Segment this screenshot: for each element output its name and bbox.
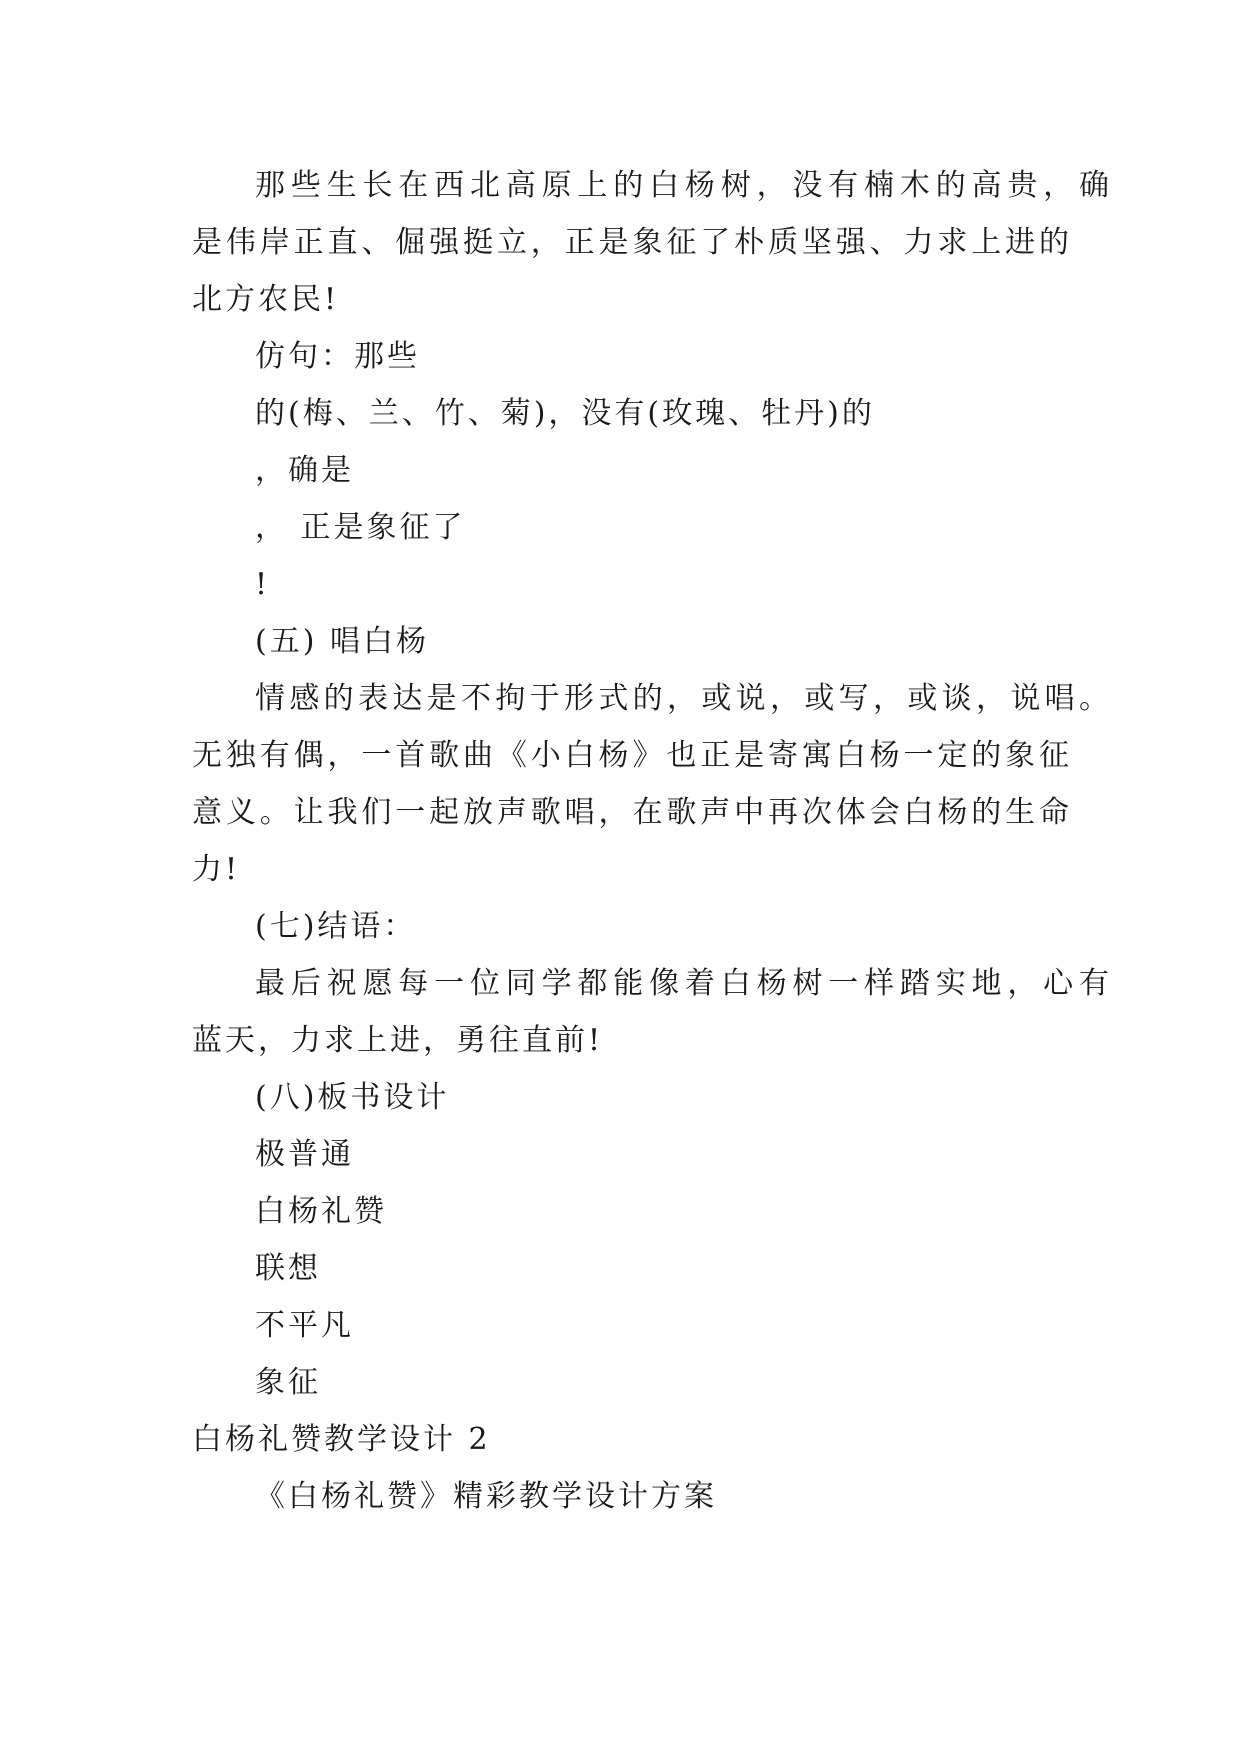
section-heading-5: (五) 唱白杨 [255,624,429,659]
document-subtitle: 《白杨礼赞》精彩教学设计方案 [255,1479,717,1514]
imitation-line-4: ! [255,567,271,602]
section-heading-7: (七)结语： [255,909,417,944]
paragraph-1-line-2: 是伟岸正直、倔强挺立，正是象征了朴质坚强、力求上进的 [192,225,1072,260]
paragraph-2-line-2: 无独有偶，一首歌曲《小白杨》也正是寄寓白杨一定的象征 [192,738,1072,773]
paragraph-3-line-2: 蓝天，力求上进，勇往直前! [192,1023,604,1058]
paragraph-3-line-1: 最后祝愿每一位同学都能像着白杨树一样踏实地，心有 [255,966,1112,1001]
document-section-title: 白杨礼赞教学设计 2 [192,1422,491,1457]
imitation-sentence-label: 仿句：那些 [255,339,420,374]
paragraph-1-line-1: 那些生长在西北高原上的白杨树，没有楠木的高贵，确 [255,168,1112,203]
board-item-1: 极普通 [255,1137,354,1172]
paragraph-2-line-4: 力! [192,852,241,887]
section-heading-8: (八)板书设计 [255,1080,450,1115]
imitation-line-2: ，确是 [255,453,354,488]
paragraph-2-line-1: 情感的表达是不拘于形式的，或说，或写，或谈，说唱。 [255,681,1112,716]
paragraph-2-line-3: 意义。让我们一起放声歌唱，在歌声中再次体会白杨的生命 [192,795,1072,830]
board-item-4: 不平凡 [255,1308,354,1343]
paragraph-1-line-3: 北方农民! [192,282,340,317]
board-item-3: 联想 [255,1251,321,1286]
imitation-line-1: 的(梅、兰、竹、菊)，没有(玫瑰、牡丹)的 [255,396,875,431]
imitation-line-3: ， 正是象征了 [255,510,466,545]
board-item-5: 象征 [255,1365,321,1400]
board-item-2: 白杨礼赞 [255,1194,387,1229]
